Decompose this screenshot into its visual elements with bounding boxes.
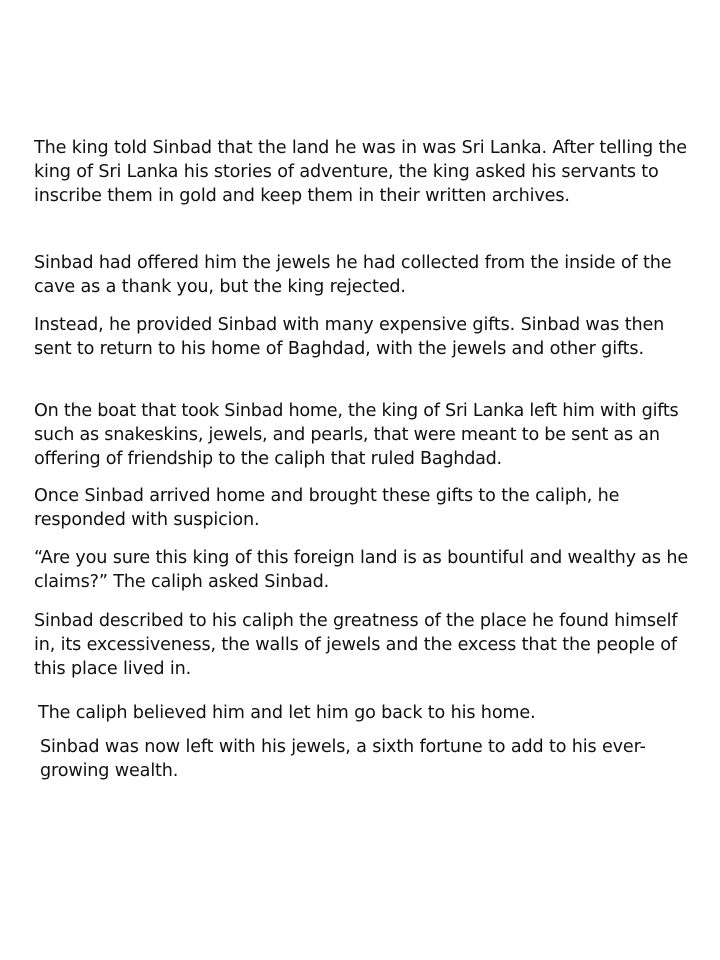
- paragraph-2: Sinbad had offered him the jewels he had collected from the inside of the cave as a thank you, but the king rejected.: [34, 253, 672, 297]
- paragraph-8: The caliph believed him and let him go back to his home.: [38, 703, 536, 723]
- paragraph-5: Once Sinbad arrived home and brought these gifts to the caliph, he responded with suspicion.: [34, 486, 620, 530]
- paragraph-6: “Are you sure this king of this foreign land is as bountiful and wealthy as he claims?” The caliph asked Sinbad.: [34, 548, 689, 592]
- paragraph-7: Sinbad described to his caliph the greatness of the place he found himself in, its excessiveness, the walls of jewels and the excess that the people of this place lived in.: [34, 611, 678, 679]
- paragraph-4: On the boat that took Sinbad home, the king of Sri Lanka left him with gifts such as snakeskins, jewels, and pearls, that were meant to be sent as an offering of friendship to the caliph that ruled Baghdad.: [34, 401, 679, 469]
- paragraph-9: Sinbad was now left with his jewels, a sixth fortune to add to his ever-growing wealth.: [40, 737, 646, 781]
- paragraph-1: The king told Sinbad that the land he was in was Sri Lanka. After telling the king of Sri Lanka his stories of adventure, the king asked his servants to inscribe them in gold and keep them in their written archives.: [34, 138, 687, 206]
- paragraph-3: Instead, he provided Sinbad with many expensive gifts. Sinbad was then sent to return to his home of Baghdad, with the jewels and other gifts.: [34, 315, 665, 359]
